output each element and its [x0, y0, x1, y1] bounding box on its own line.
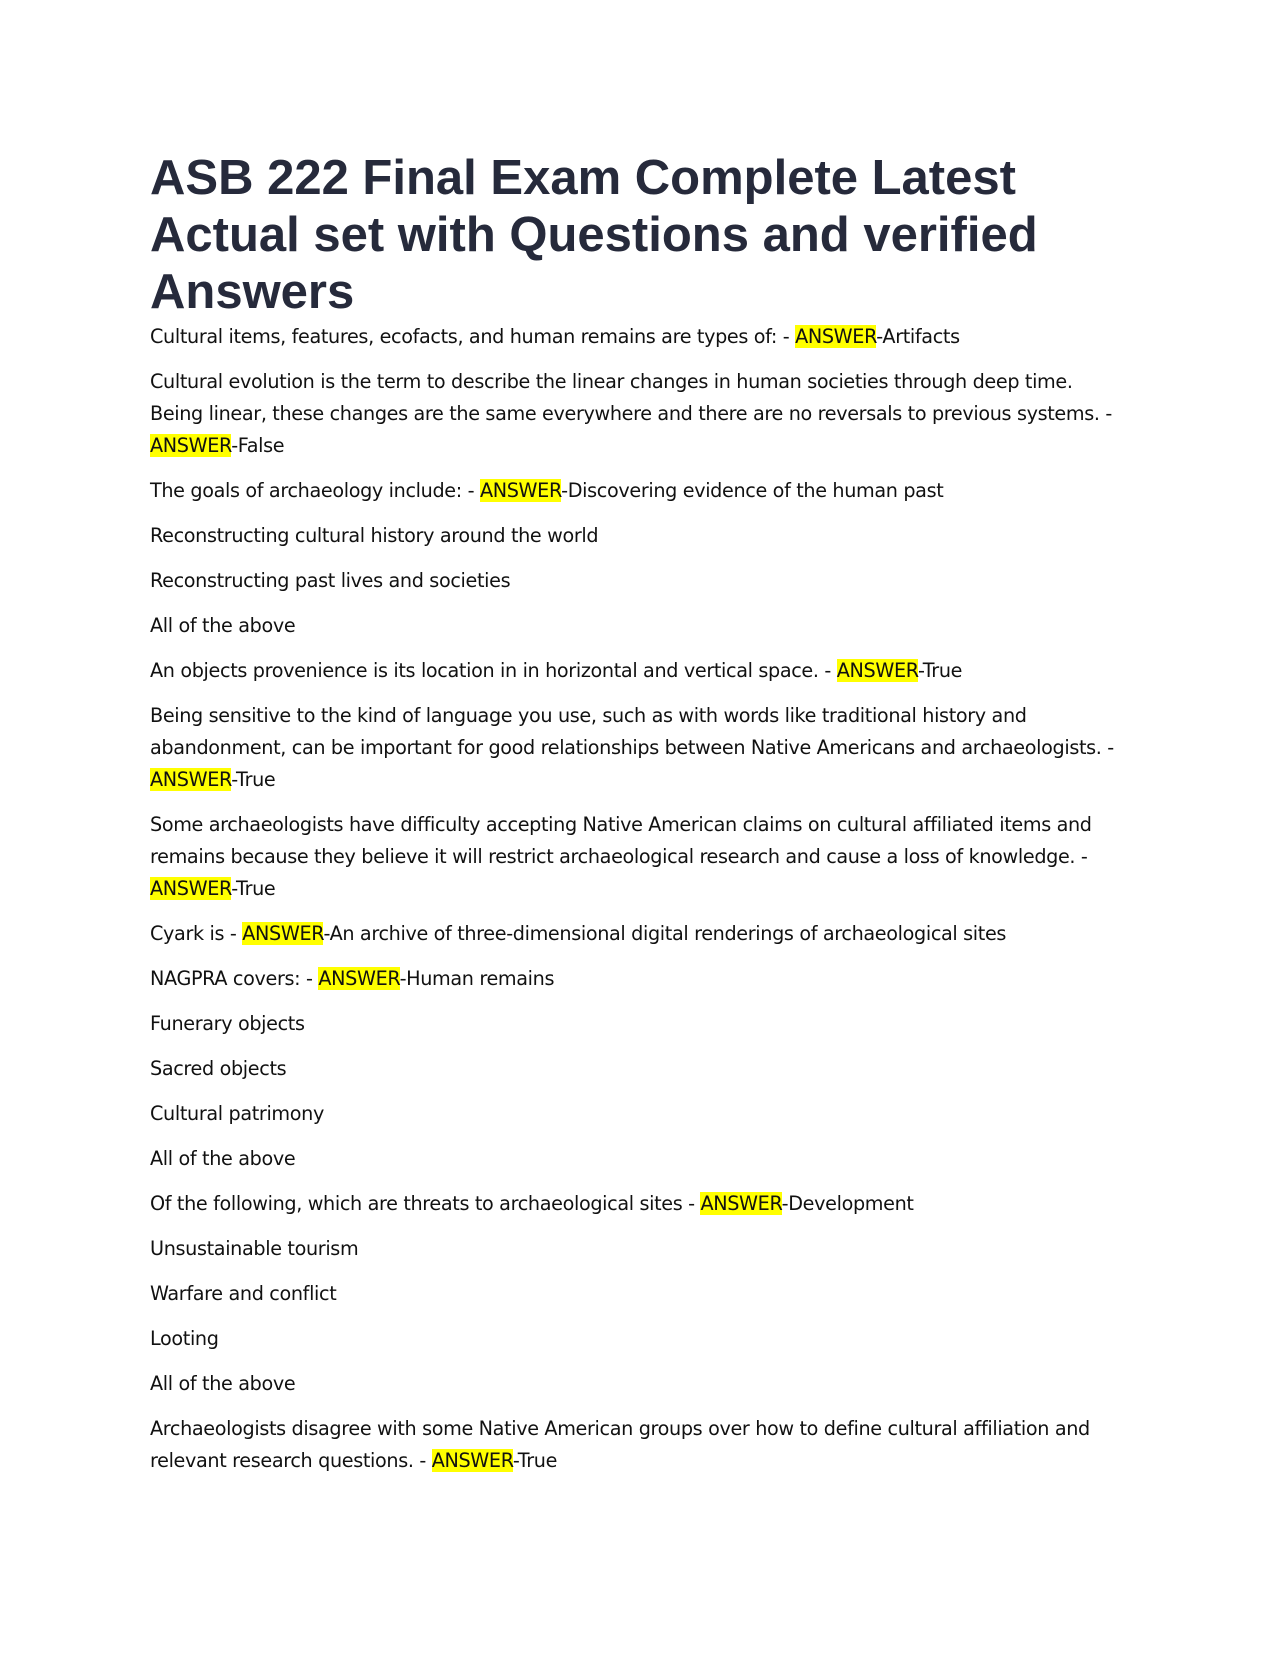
answer-text: -True: [231, 768, 276, 791]
answer-continuation: Cultural patrimony: [150, 1102, 324, 1125]
answer-text: -An archive of three-dimensional digital renderings of archaeological sites: [323, 922, 1007, 945]
answer-text: -Development: [781, 1192, 914, 1215]
answer-text: -Human remains: [399, 967, 555, 990]
answer-continuation: Unsustainable tourism: [150, 1237, 359, 1260]
answer-highlight: ANSWER: [479, 479, 562, 502]
question-text: Cultural items, features, ecofacts, and human remains are types of: -: [150, 325, 796, 348]
question-paragraph: [150, 918, 1130, 950]
answer-highlight: ANSWER: [150, 877, 232, 900]
question-text: Some archaeologists have difficulty accepting Native American claims on cultural affiliated items and remains because they believe it will restrict archaeological research and cause a loss of knowledge. -: [150, 813, 1092, 868]
answer-highlight: ANSWER: [150, 768, 232, 791]
answer-continuation: Reconstructing cultural history around the world: [150, 524, 599, 547]
document-body: [150, 150, 1130, 1490]
answer-highlight: ANSWER: [700, 1192, 782, 1215]
answer-text: -Artifacts: [876, 325, 960, 348]
answer-highlight: ANSWER: [242, 922, 324, 945]
answer-highlight: ANSWER: [836, 659, 918, 682]
question-paragraph: [150, 321, 1130, 353]
question-text: The goals of archaeology include: -: [150, 479, 480, 502]
answer-continuation: All of the above: [150, 1147, 296, 1170]
document-title: ASB 222 Final Exam Complete Latest Actual set with Questions and verified Answers: [150, 151, 1038, 319]
answer-text: -True: [917, 659, 963, 682]
answer-highlight: ANSWER: [795, 325, 877, 348]
answer-continuation: All of the above: [150, 614, 296, 637]
answer-highlight: ANSWER: [431, 1449, 513, 1472]
question-text: Being sensitive to the kind of language you use, such as with words like traditional history and abandonment, can be important for good relationships between Native Americans and archaeologists. -: [150, 704, 1114, 759]
answer-continuation: Reconstructing past lives and societies: [150, 569, 511, 592]
question-text: Archaeologists disagree with some Native American groups over how to define cultural affiliation and relevant research questions. -: [150, 1417, 1090, 1472]
answer-continuation: Looting: [150, 1327, 219, 1350]
answer-continuation: All of the above: [150, 1372, 296, 1395]
answer-text: -True: [512, 1449, 558, 1472]
answer-highlight: ANSWER: [150, 434, 232, 457]
answer-text: -False: [231, 434, 285, 457]
question-paragraph: [150, 1413, 1130, 1477]
answer-continuation: Funerary objects: [150, 1012, 305, 1035]
question-text: Cyark is -: [150, 922, 243, 945]
question-paragraph: [150, 809, 1130, 905]
question-text: NAGPRA covers: -: [150, 967, 319, 990]
question-paragraph: [150, 700, 1130, 796]
question-text: Cultural evolution is the term to describe the linear changes in human societies through deep time. Being linear, these changes are the same everywhere and there are no reversals to previous systems. -: [150, 370, 1112, 425]
answer-text: -Discovering evidence of the human past: [561, 479, 944, 502]
question-paragraph: [150, 475, 1130, 507]
question-paragraph: [150, 1188, 1130, 1220]
question-paragraph: [150, 366, 1130, 462]
answer-continuation: Sacred objects: [150, 1057, 287, 1080]
answer-continuation: Warfare and conflict: [150, 1282, 337, 1305]
question-paragraph: [150, 655, 1130, 687]
answer-text: -True: [231, 877, 276, 900]
question-paragraph: [150, 963, 1130, 995]
answer-highlight: ANSWER: [318, 967, 400, 990]
question-text: An objects provenience is its location in in horizontal and vertical space. -: [150, 659, 837, 682]
question-text: Of the following, which are threats to archaeological sites -: [150, 1192, 701, 1215]
